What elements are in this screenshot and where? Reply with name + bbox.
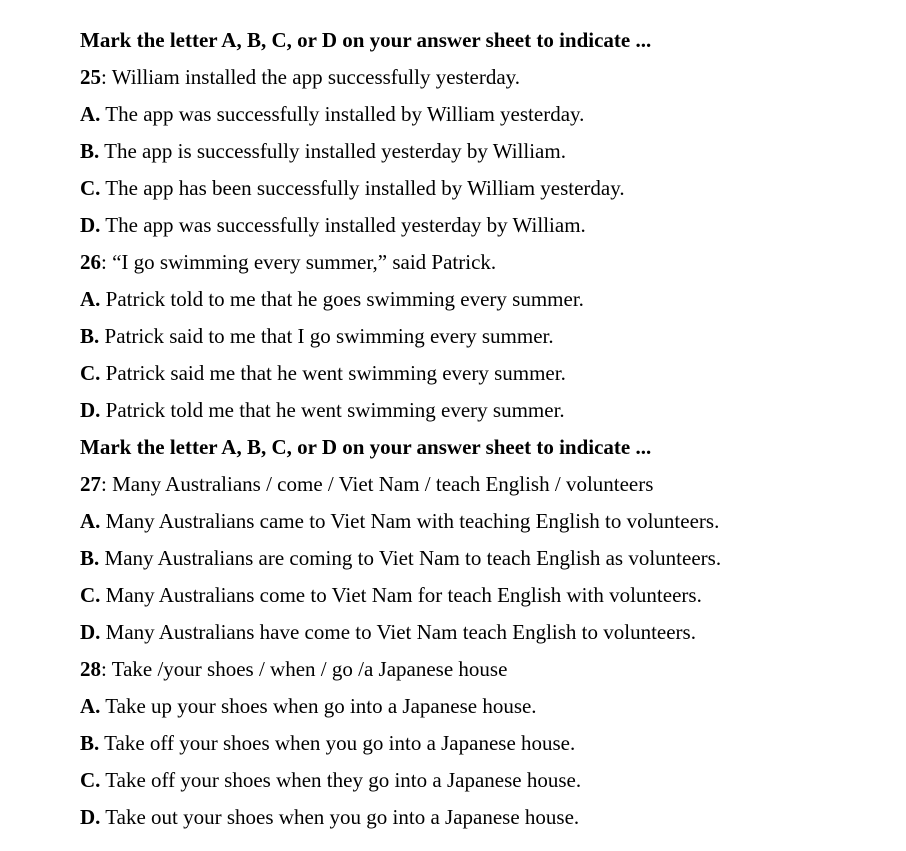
question-text: Take /your shoes / when / go /a Japanese house	[111, 657, 508, 681]
option-text: Many Australians are coming to Viet Nam to teach English as volunteers.	[104, 546, 722, 570]
option-text: The app was successfully installed yesterday by William.	[105, 213, 586, 237]
answer-option[interactable]	[80, 357, 890, 394]
question-number: 25	[80, 65, 101, 89]
option-text: The app has been successfully installed by William yesterday.	[105, 176, 625, 200]
answer-option[interactable]	[80, 283, 890, 320]
answer-option[interactable]	[80, 394, 890, 431]
option-letter: C.	[80, 176, 101, 200]
option-text: Patrick told to me that he goes swimming every summer.	[105, 287, 584, 311]
option-text: Patrick told me that he went swimming every summer.	[105, 398, 565, 422]
option-text: Many Australians come to Viet Nam for teach English with volunteers.	[105, 583, 702, 607]
option-letter: A.	[80, 102, 101, 126]
answer-option[interactable]	[80, 320, 890, 357]
answer-option[interactable]	[80, 801, 890, 838]
option-letter: B.	[80, 139, 100, 163]
question-stem: 25: William installed the app successfully yesterday.	[80, 65, 521, 89]
option-letter: A.	[80, 694, 101, 718]
option-letter: D.	[80, 805, 101, 829]
option-letter: B.	[80, 324, 100, 348]
option-text: Many Australians have come to Viet Nam teach English to volunteers.	[105, 620, 696, 644]
question-text: Many Australians / come / Viet Nam / teach English / volunteers	[112, 472, 654, 496]
answer-option[interactable]	[80, 579, 890, 616]
answer-option[interactable]	[80, 764, 890, 801]
answer-option[interactable]	[80, 135, 890, 172]
option-text: Take up your shoes when go into a Japanese house.	[105, 694, 537, 718]
question-text: William installed the app successfully yesterday.	[111, 65, 521, 89]
answer-option[interactable]	[80, 505, 890, 542]
option-letter: D.	[80, 398, 101, 422]
option-letter: D.	[80, 213, 101, 237]
option-letter: A.	[80, 287, 101, 311]
option-text: Take off your shoes when they go into a Japanese house.	[105, 768, 582, 792]
option-text: Patrick said to me that I go swimming every summer.	[104, 324, 554, 348]
question-number: 28	[80, 657, 101, 681]
exercise-document	[80, 24, 890, 838]
option-text: Take off your shoes when you go into a Japanese house.	[104, 731, 576, 755]
answer-option[interactable]	[80, 98, 890, 135]
answer-option[interactable]	[80, 209, 890, 246]
question-number: 27	[80, 472, 101, 496]
question-stem: 26: “I go swimming every summer,” said Patrick.	[80, 250, 497, 274]
option-text: Many Australians came to Viet Nam with teaching English to volunteers.	[105, 509, 720, 533]
option-letter: C.	[80, 583, 101, 607]
section-instruction: Mark the letter A, B, C, or D on your answer sheet to indicate ...	[80, 435, 652, 459]
section-instruction: Mark the letter A, B, C, or D on your answer sheet to indicate ...	[80, 28, 652, 52]
answer-option[interactable]	[80, 690, 890, 727]
option-text: Patrick said me that he went swimming every summer.	[105, 361, 566, 385]
question-stem: 28: Take /your shoes / when / go /a Japanese house	[80, 657, 508, 681]
option-letter: B.	[80, 546, 100, 570]
option-letter: C.	[80, 768, 101, 792]
option-text: Take out your shoes when you go into a Japanese house.	[105, 805, 580, 829]
option-letter: C.	[80, 361, 101, 385]
answer-option[interactable]	[80, 542, 890, 579]
answer-option[interactable]	[80, 172, 890, 209]
answer-option[interactable]	[80, 616, 890, 653]
question-text: “I go swimming every summer,” said Patrick.	[112, 250, 497, 274]
question-stem: 27: Many Australians / come / Viet Nam / teach English / volunteers	[80, 472, 654, 496]
option-letter: A.	[80, 509, 101, 533]
option-letter: D.	[80, 620, 101, 644]
question-number: 26	[80, 250, 101, 274]
answer-option[interactable]	[80, 727, 890, 764]
option-letter: B.	[80, 731, 100, 755]
option-text: The app is successfully installed yesterday by William.	[104, 139, 566, 163]
option-text: The app was successfully installed by William yesterday.	[105, 102, 585, 126]
